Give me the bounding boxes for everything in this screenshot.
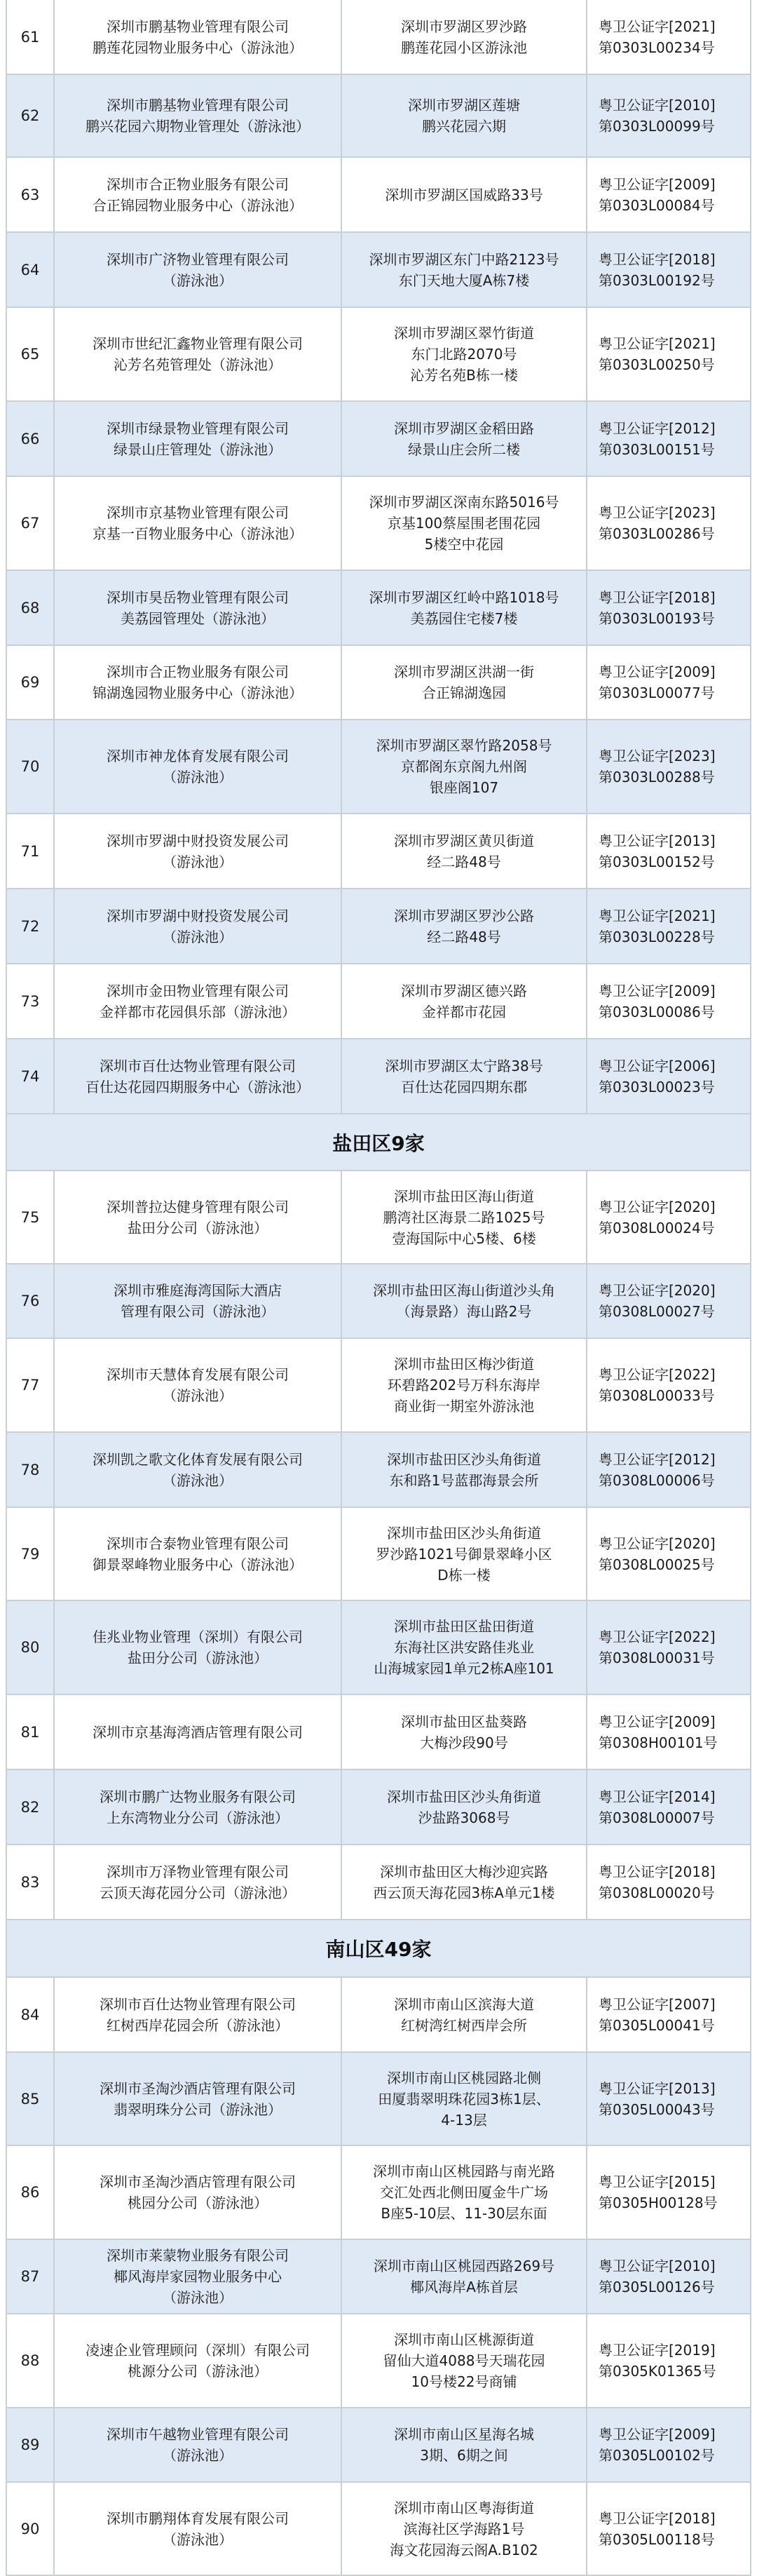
address: 深圳市南山区滨海大道 红树湾红树西岸会所 [342, 1978, 587, 2051]
unit-name: 深圳市万泽物业管理有限公司 云顶天海花园分公司（游泳池） [55, 1845, 342, 1919]
license-number: 粤卫公证字[2012] 第0308L00006号 [587, 1433, 751, 1506]
table-row [6, 1845, 751, 1920]
unit-name: 深圳市金田物业管理有限公司 金祥都市花园俱乐部（游泳池） [55, 964, 342, 1038]
address: 深圳市盐田区大梅沙迎宾路 西云顶天海花园3栋A单元1楼 [342, 1845, 587, 1919]
table-row [6, 2408, 751, 2483]
row-number: 61 [6, 0, 55, 74]
row-number: 88 [6, 2314, 55, 2407]
table-row [6, 1433, 751, 1508]
address: 深圳市罗湖区金稻田路 绿景山庄会所二楼 [342, 402, 587, 476]
table-row [6, 1265, 751, 1339]
unit-name: 深圳市鹏翔体育发展有限公司 （游泳池） [55, 2483, 342, 2575]
table-row [6, 1508, 751, 1601]
address: 深圳市罗湖区罗沙公路 经二路48号 [342, 889, 587, 963]
license-number: 粤卫公证字[2013] 第0305L00043号 [587, 2053, 751, 2145]
unit-name: 凌速企业管理顾问（深圳）有限公司 桃源分公司（游泳池） [55, 2314, 342, 2407]
license-number: 粤卫公证字[2023] 第0303L00286号 [587, 477, 751, 569]
row-number: 79 [6, 1508, 55, 1600]
table-row [6, 1978, 751, 2053]
license-number: 粤卫公证字[2023] 第0303L00288号 [587, 720, 751, 813]
license-number: 粤卫公证字[2012] 第0303L00151号 [587, 402, 751, 476]
license-number: 粤卫公证字[2009] 第0305L00102号 [587, 2408, 751, 2481]
license-number: 粤卫公证字[2018] 第0305L00118号 [587, 2483, 751, 2575]
unit-name: 深圳市圣淘沙酒店管理有限公司 翡翠明珠分公司（游泳池） [55, 2053, 342, 2145]
unit-name: 深圳市神龙体育发展有限公司 （游泳池） [55, 720, 342, 813]
address: 深圳市南山区星海名城 3期、6期之间 [342, 2408, 587, 2481]
table-row [6, 964, 751, 1039]
unit-name: 深圳市雅庭海湾国际大酒店 管理有限公司（游泳池） [55, 1265, 342, 1337]
table-row [6, 1601, 751, 1695]
unit-name: 深圳市百仕达物业管理有限公司 百仕达花园四期服务中心（游泳池） [55, 1039, 342, 1113]
unit-name: 深圳市罗湖中财投资发展公司 （游泳池） [55, 814, 342, 888]
license-number: 粤卫公证字[2022] 第0308L00033号 [587, 1339, 751, 1431]
table-row [6, 2483, 751, 2576]
row-number: 74 [6, 1039, 55, 1113]
district-section-header: 南山区49家 [6, 1920, 751, 1978]
license-number: 粤卫公证字[2014] 第0308L00007号 [587, 1770, 751, 1844]
unit-name: 深圳市广济物业管理有限公司 （游泳池） [55, 233, 342, 306]
row-number: 64 [6, 233, 55, 306]
license-number: 粤卫公证字[2015] 第0305H00128号 [587, 2146, 751, 2239]
address: 深圳市盐田区沙头角街道 罗沙路1021号御景翠峰小区 D栋一楼 [342, 1508, 587, 1600]
license-number: 粤卫公证字[2006] 第0303L00023号 [587, 1039, 751, 1113]
table-row [6, 1770, 751, 1845]
address: 深圳市罗湖区红岭中路1018号 美荔园住宅楼7楼 [342, 571, 587, 645]
unit-name: 深圳市合泰物业管理有限公司 御景翠峰物业服务中心（游泳池） [55, 1508, 342, 1600]
license-number: 粤卫公证字[2019] 第0305K01365号 [587, 2314, 751, 2407]
row-number: 65 [6, 308, 55, 400]
table-row [6, 233, 751, 308]
license-number: 粤卫公证字[2010] 第0303L00099号 [587, 75, 751, 156]
row-number: 70 [6, 720, 55, 813]
table-row [6, 720, 751, 814]
unit-name: 深圳市鹏基物业管理有限公司 鹏兴花园六期物业管理处（游泳池） [55, 75, 342, 156]
address: 深圳市罗湖区太宁路38号 百仕达花园四期东郡 [342, 1039, 587, 1113]
table-row [6, 814, 751, 889]
table-row [6, 1339, 751, 1433]
row-number: 89 [6, 2408, 55, 2481]
table-row [6, 2240, 751, 2314]
license-number: 粤卫公证字[2013] 第0303L00152号 [587, 814, 751, 888]
license-number: 粤卫公证字[2020] 第0308L00025号 [587, 1508, 751, 1600]
table-row [6, 75, 751, 158]
table-row [6, 158, 751, 233]
row-number: 62 [6, 75, 55, 156]
address: 深圳市罗湖区莲塘 鹏兴花园六期 [342, 75, 587, 156]
unit-name: 深圳普拉达健身管理有限公司 盐田分公司（游泳池） [55, 1171, 342, 1263]
row-number: 73 [6, 964, 55, 1038]
license-number: 粤卫公证字[2009] 第0308H00101号 [587, 1695, 751, 1769]
table-row [6, 402, 751, 477]
row-number: 82 [6, 1770, 55, 1844]
license-number: 粤卫公证字[2022] 第0308L00031号 [587, 1601, 751, 1694]
address: 深圳市罗湖区黄贝街道 经二路48号 [342, 814, 587, 888]
table-row [6, 2146, 751, 2240]
row-number: 66 [6, 402, 55, 476]
license-number: 粤卫公证字[2007] 第0305L00041号 [587, 1978, 751, 2051]
district-section-header: 盐田区9家 [6, 1114, 751, 1171]
unit-name: 深圳市合正物业服务有限公司 合正锦园物业服务中心（游泳池） [55, 158, 342, 231]
row-number: 75 [6, 1171, 55, 1263]
row-number: 90 [6, 2483, 55, 2575]
table-row [6, 1171, 751, 1265]
unit-name: 深圳市罗湖中财投资发展公司 （游泳池） [55, 889, 342, 963]
address: 深圳市南山区桃园西路269号 椰风海岸A栋首层 [342, 2240, 587, 2313]
unit-name: 深圳市昊岳物业管理有限公司 美荔园管理处（游泳池） [55, 571, 342, 645]
pool-license-table [6, 0, 751, 2576]
license-number: 粤卫公证字[2020] 第0308L00024号 [587, 1171, 751, 1263]
table-row [6, 2053, 751, 2146]
row-number: 67 [6, 477, 55, 569]
address: 深圳市罗湖区深南东路5016号 京基100蔡屋围老围花园 5楼空中花园 [342, 477, 587, 569]
row-number: 78 [6, 1433, 55, 1506]
unit-name: 深圳市绿景物业管理有限公司 绿景山庄管理处（游泳池） [55, 402, 342, 476]
address: 深圳市罗湖区国威路33号 [342, 158, 587, 231]
address: 深圳市南山区粤海街道 滨海社区学海路1号 海文花园海云阁A.B102 [342, 2483, 587, 2575]
unit-name: 深圳市京基海湾酒店管理有限公司 [55, 1695, 342, 1769]
row-number: 69 [6, 646, 55, 719]
address: 深圳市罗湖区洪湖一街 合正锦湖逸园 [342, 646, 587, 719]
table-row [6, 1039, 751, 1114]
unit-name: 深圳市百仕达物业管理有限公司 红树西岸花园会所（游泳池） [55, 1978, 342, 2051]
row-number: 77 [6, 1339, 55, 1431]
unit-name: 深圳凯之歌文化体育发展有限公司 （游泳池） [55, 1433, 342, 1506]
address: 深圳市南山区桃源街道 留仙大道4088号天瑞花园 10号楼22号商铺 [342, 2314, 587, 2407]
license-number: 粤卫公证字[2021] 第0303L00234号 [587, 0, 751, 74]
address: 深圳市罗湖区东门中路2123号 东门天地大厦A栋7楼 [342, 233, 587, 306]
address: 深圳市盐田区盐葵路 大梅沙段90号 [342, 1695, 587, 1769]
table-row [6, 1695, 751, 1770]
license-number: 粤卫公证字[2018] 第0308L00020号 [587, 1845, 751, 1919]
unit-name: 深圳市鹏广达物业服务有限公司 上东湾物业分公司（游泳池） [55, 1770, 342, 1844]
row-number: 76 [6, 1265, 55, 1337]
row-number: 83 [6, 1845, 55, 1919]
row-number: 81 [6, 1695, 55, 1769]
unit-name: 佳兆业物业管理（深圳）有限公司 盐田分公司（游泳池） [55, 1601, 342, 1694]
table-row [6, 308, 751, 402]
license-number: 粤卫公证字[2021] 第0303L00228号 [587, 889, 751, 963]
row-number: 87 [6, 2240, 55, 2313]
license-number: 粤卫公证字[2009] 第0303L00077号 [587, 646, 751, 719]
address: 深圳市罗湖区翠竹路2058号 京都阁东京阁九州阁 银座阁107 [342, 720, 587, 813]
table-row [6, 571, 751, 646]
table-row [6, 889, 751, 964]
unit-name: 深圳市世纪汇鑫物业管理有限公司 沁芳名苑管理处（游泳池） [55, 308, 342, 400]
unit-name: 深圳市京基物业管理有限公司 京基一百物业服务中心（游泳池） [55, 477, 342, 569]
license-number: 粤卫公证字[2018] 第0303L00192号 [587, 233, 751, 306]
address: 深圳市盐田区沙头角街道 沙盐路3068号 [342, 1770, 587, 1844]
unit-name: 深圳市天慧体育发展有限公司 （游泳池） [55, 1339, 342, 1431]
row-number: 85 [6, 2053, 55, 2145]
table-row [6, 477, 751, 571]
row-number: 63 [6, 158, 55, 231]
table-row [6, 646, 751, 720]
address: 深圳市盐田区梅沙街道 环碧路202号万科东海岸 商业街一期室外游泳池 [342, 1339, 587, 1431]
address: 深圳市盐田区海山街道沙头角 （海景路）海山路2号 [342, 1265, 587, 1337]
row-number: 80 [6, 1601, 55, 1694]
row-number: 86 [6, 2146, 55, 2239]
address: 深圳市南山区桃园路北侧 田厦翡翠明珠花园3栋1层、 4-13层 [342, 2053, 587, 2145]
address: 深圳市罗湖区德兴路 金祥都市花园 [342, 964, 587, 1038]
unit-name: 深圳市午越物业管理有限公司 （游泳池） [55, 2408, 342, 2481]
address: 深圳市盐田区沙头角街道 东和路1号蓝郡海景会所 [342, 1433, 587, 1506]
license-number: 粤卫公证字[2021] 第0303L00250号 [587, 308, 751, 400]
row-number: 84 [6, 1978, 55, 2051]
unit-name: 深圳市合正物业服务有限公司 锦湖逸园物业服务中心（游泳池） [55, 646, 342, 719]
unit-name: 深圳市圣淘沙酒店管理有限公司 桃园分公司（游泳池） [55, 2146, 342, 2239]
unit-name: 深圳市鹏基物业管理有限公司 鹏莲花园物业服务中心（游泳池） [55, 0, 342, 74]
license-number: 粤卫公证字[2009] 第0303L00086号 [587, 964, 751, 1038]
license-number: 粤卫公证字[2010] 第0305L00126号 [587, 2240, 751, 2313]
license-number: 粤卫公证字[2018] 第0303L00193号 [587, 571, 751, 645]
address: 深圳市南山区桃园路与南光路 交汇处西北侧田厦金牛广场 B座5-10层、11-30层东面 [342, 2146, 587, 2239]
address: 深圳市罗湖区翠竹街道 东门北路2070号 沁芳名苑B栋一楼 [342, 308, 587, 400]
row-number: 72 [6, 889, 55, 963]
address: 深圳市罗湖区罗沙路 鹏莲花园小区游泳池 [342, 0, 587, 74]
license-number: 粤卫公证字[2009] 第0303L00084号 [587, 158, 751, 231]
table-row [6, 2314, 751, 2408]
unit-name: 深圳市莱蒙物业服务有限公司 椰风海岸家园物业服务中心 （游泳池） [55, 2240, 342, 2313]
table-row [6, 0, 751, 75]
license-number: 粤卫公证字[2020] 第0308L00027号 [587, 1265, 751, 1337]
row-number: 68 [6, 571, 55, 645]
address: 深圳市盐田区海山街道 鹏湾社区海景二路1025号 壹海国际中心5楼、6楼 [342, 1171, 587, 1263]
row-number: 71 [6, 814, 55, 888]
address: 深圳市盐田区盐田街道 东海社区洪安路佳兆业 山海城家园1单元2栋A座101 [342, 1601, 587, 1694]
